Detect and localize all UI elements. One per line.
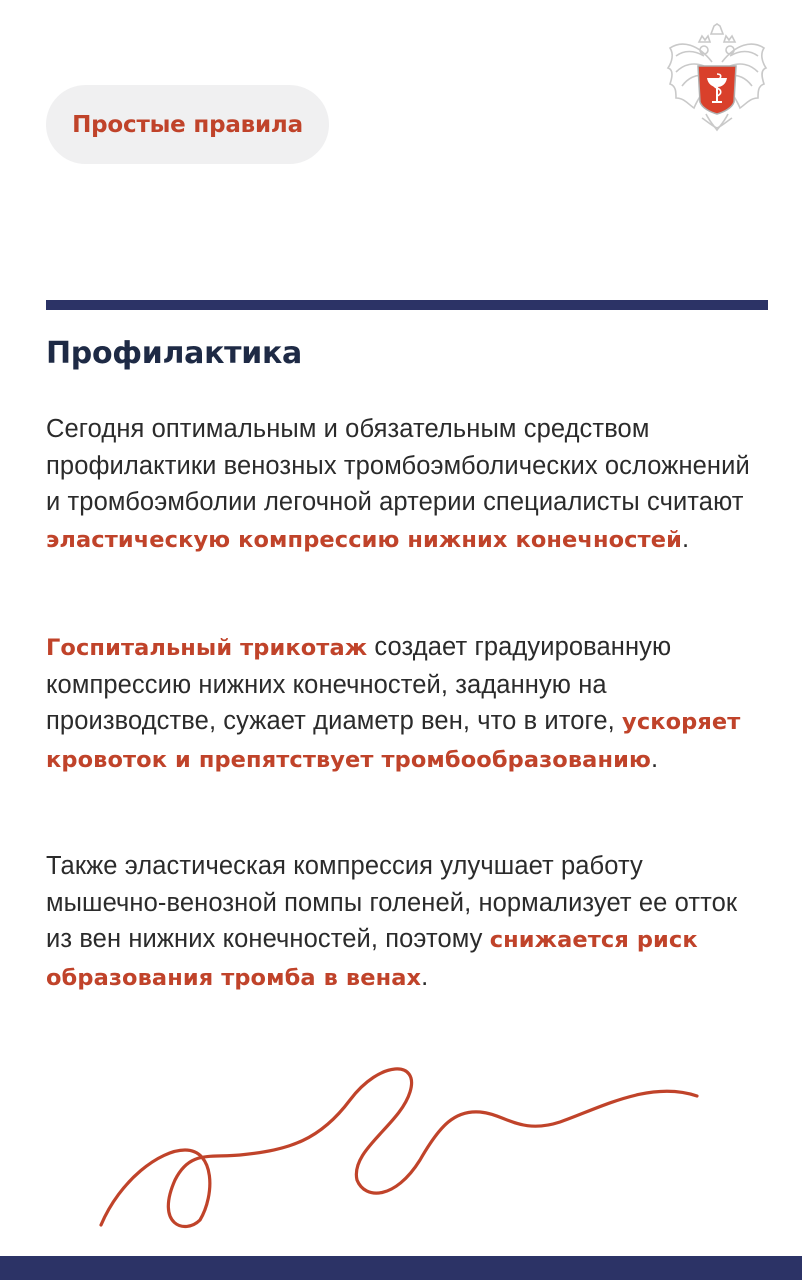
decorative-squiggle-icon <box>0 1030 802 1230</box>
category-pill-label: Простые правила <box>72 111 303 138</box>
category-pill <box>46 85 329 164</box>
paragraph-1-highlight: эластическую компрессию нижних конечностей <box>46 526 682 553</box>
paragraph-3-text: Также эластическая компрессия улучшает работу мышечно-венозной помпы голеней, нормализует ее отток из вен нижних конечностей, поэтому <box>46 852 738 953</box>
paragraph-2-highlight-2: ускоряет кровоток и препятствует тромбообразованию <box>46 709 741 773</box>
ministry-emblem-icon <box>664 22 770 134</box>
section-title: Профилактика <box>46 336 302 371</box>
paragraph-3-highlight: снижается риск образования тромба в венах <box>46 927 698 991</box>
paragraph-3 <box>46 848 766 996</box>
paragraph-1-text: Сегодня оптимальным и обязательным средством профилактики венозных тромбоэмболических осложнений и тромбоэмболии легочной артерии специалисты считают <box>46 415 750 516</box>
paragraph-3-end: . <box>421 962 429 991</box>
paragraph-1-end: . <box>681 524 690 553</box>
section-divider <box>46 300 768 310</box>
paragraph-2-highlight-1: Госпитальный трикотаж <box>46 635 368 661</box>
footer-bar <box>0 1256 802 1280</box>
paragraph-1 <box>46 411 766 558</box>
paragraph-2 <box>46 629 766 778</box>
paragraph-2-end: . <box>650 744 659 773</box>
paragraph-2-text: создает градуированную компрессию нижних конечностей, заданную на производстве, сужает диаметр вен, что в итоге, <box>46 633 672 735</box>
